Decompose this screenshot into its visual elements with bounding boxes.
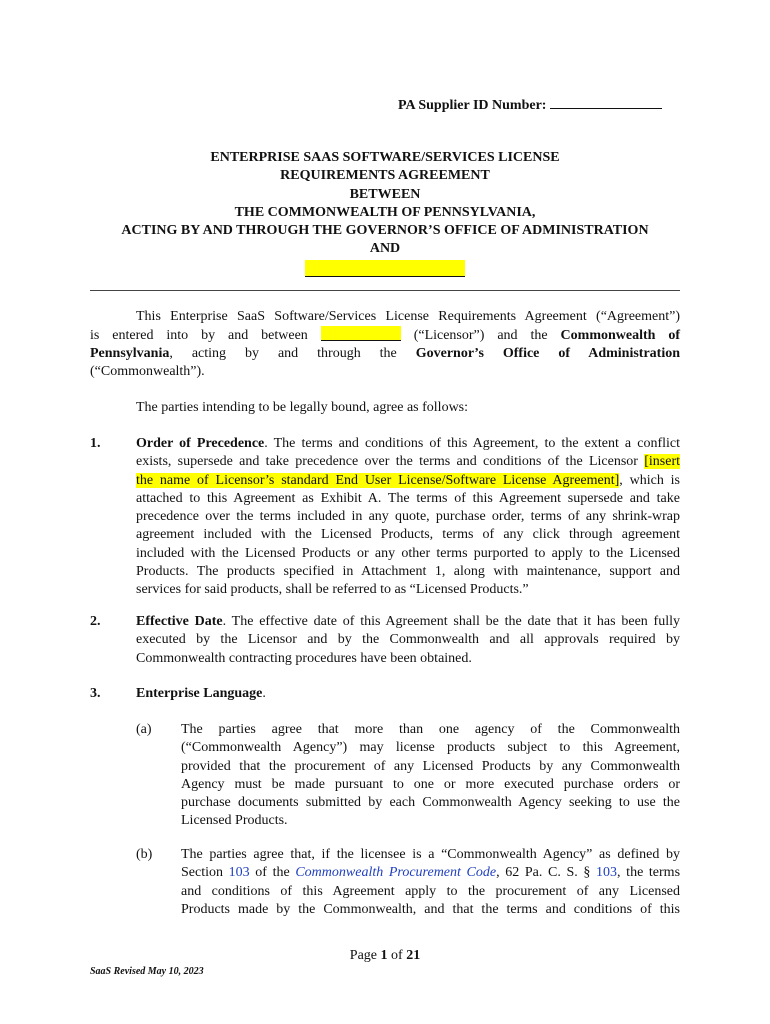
section-1-line [136, 435, 680, 453]
page-number [0, 947, 770, 965]
subsection-b-text: Section [181, 865, 223, 881]
section-1-text: exists, supersede and take precedence over the terms and conditions of the Licensor [136, 454, 638, 470]
section-2-number: 2. [90, 614, 101, 629]
subsection-a-line: purchase documents submitted by each Commonwealth Agency seeking to use the [181, 795, 680, 811]
supplier-id-label: PA Supplier ID Number: [398, 98, 547, 113]
section-1-line [136, 472, 680, 490]
subsection-a-body [181, 721, 680, 831]
subsection-a-line: provided that the procurement of any Licensed Products by any Commonwealth [181, 758, 680, 774]
section-1-number: 1. [90, 436, 101, 451]
section-1-line: attached to this Agreement as Exhibit A. The terms of this Agreement supersede and take [136, 490, 680, 506]
section-2-heading: Effective Date [136, 614, 223, 629]
intro-text: (“Licensor”) and the [413, 328, 548, 344]
section-3-heading-line [136, 685, 266, 703]
subsection-b-line: Products made by the Commonwealth, and that the terms and conditions of this [181, 901, 680, 917]
subsection-b-text: of the [255, 865, 290, 881]
supplier-id-line [398, 94, 662, 112]
section-1-text: . The terms and conditions of this Agreement, to the extent a conflict [264, 436, 680, 451]
licensor-name-blank[interactable] [305, 260, 465, 277]
parties-statement: The parties intending to be legally bound, agree as follows: [136, 400, 469, 415]
section-1-line: agreement included with the Licensed Products, terms of any click through agreement [136, 527, 680, 543]
section-1-line [136, 453, 680, 471]
pennsylvania-text: Pennsylvania [90, 345, 170, 361]
section-2-line [136, 613, 680, 631]
title-line-3: BETWEEN [349, 186, 421, 202]
subsection-b-line: The parties agree that, if the licensee is a “Commonwealth Agency” as defined by [181, 847, 680, 862]
section-1-line: precedence over the terms included in any quote, purchase order, terms of any shrink-wrap [136, 509, 680, 525]
subsection-b-line [181, 864, 680, 882]
title-line-1: ENTERPRISE SAAS SOFTWARE/SERVICES LICENSE [210, 150, 560, 165]
title-divider [90, 290, 680, 291]
intro-line-2 [90, 326, 680, 344]
section-2-body [136, 613, 680, 668]
section-103-link[interactable]: 103 [228, 865, 250, 881]
subsection-b-line: and conditions of this Agreement apply to the procurement of any Licensed [181, 883, 680, 899]
agreement-title [60, 149, 710, 277]
section-3-number: 3. [90, 686, 101, 701]
title-line-5: ACTING BY AND THROUGH THE GOVERNOR’S OFFICE OF ADMINISTRATION [121, 223, 649, 239]
supplier-id-blank[interactable] [550, 94, 662, 109]
licensor-blank[interactable] [321, 326, 401, 341]
section-2-line: executed by the Licensor and by the Commonwealth and all approvals required by [136, 632, 680, 648]
section-1-line: Products. The products specified in Attachment 1, along with maintenance, support and [136, 564, 680, 580]
section-3-heading-tail: . [262, 686, 266, 701]
section-1-line: services for said products, shall be referred to as “Licensed Products.” [136, 582, 529, 598]
section-2-line: Commonwealth contracting procedures have been obtained. [136, 650, 472, 666]
total-pages: 21 [406, 948, 421, 963]
intro-paragraph [90, 308, 680, 381]
goa-party: Governor’s Office of Administration [415, 345, 680, 361]
section-1-line: included with the Licensed Products or any other terms purported to apply to the Licensed [136, 545, 680, 561]
section-3-heading: Enterprise Language [136, 686, 263, 701]
subsection-b-label: (b) [136, 847, 153, 862]
commonwealth-party: Commonwealth of [560, 328, 681, 344]
subsection-a-line: Agency must be made pursuant to one or more executed purchase orders or [181, 776, 680, 792]
title-line-6: AND [369, 241, 401, 257]
intro-line-3 [90, 345, 680, 363]
section-2-text: . The effective date of this Agreement shall be the date that it has been fully [222, 614, 680, 629]
intro-line-1: This Enterprise SaaS Software/Services License Requirements Agreement (“Agreement”) [136, 309, 680, 324]
page-label: Page [349, 948, 378, 963]
of-label: of [391, 948, 403, 963]
section-1-text: , which is [619, 472, 680, 488]
current-page: 1 [380, 948, 388, 963]
insert-eula-highlight[interactable]: the name of Licensor’s standard End User License/Software License Agreement] [136, 472, 620, 488]
insert-eula-highlight[interactable]: [insert [644, 454, 680, 470]
revision-note: SaaS Revised May 10, 2023 [90, 966, 204, 977]
title-line-2: REQUIREMENTS AGREEMENT [280, 168, 490, 184]
intro-text: , acting by and through the [169, 345, 397, 361]
subsection-b-body [181, 846, 680, 919]
section-103-link[interactable]: 103 [596, 865, 618, 881]
section-1-heading: Order of Precedence [136, 436, 265, 451]
title-line-4: THE COMMONWEALTH OF PENNSYLVANIA, [234, 204, 536, 220]
subsection-a-line: The parties agree that more than one agency of the Commonwealth [181, 722, 680, 737]
intro-line-4: (“Commonwealth”). [90, 363, 205, 379]
subsection-a-line: Licensed Products. [181, 813, 288, 829]
section-1-body [136, 435, 680, 600]
subsection-b-text: , the terms [617, 865, 681, 881]
subsection-a-line: (“Commonwealth Agency”) may license products subject to this Agreement, [181, 740, 680, 756]
intro-text: is entered into by and between [90, 328, 308, 344]
procurement-code-link[interactable]: Commonwealth Procurement Code [295, 865, 497, 881]
subsection-b-text: , 62 Pa. C. S. § [496, 865, 591, 881]
subsection-a-label: (a) [136, 722, 152, 737]
